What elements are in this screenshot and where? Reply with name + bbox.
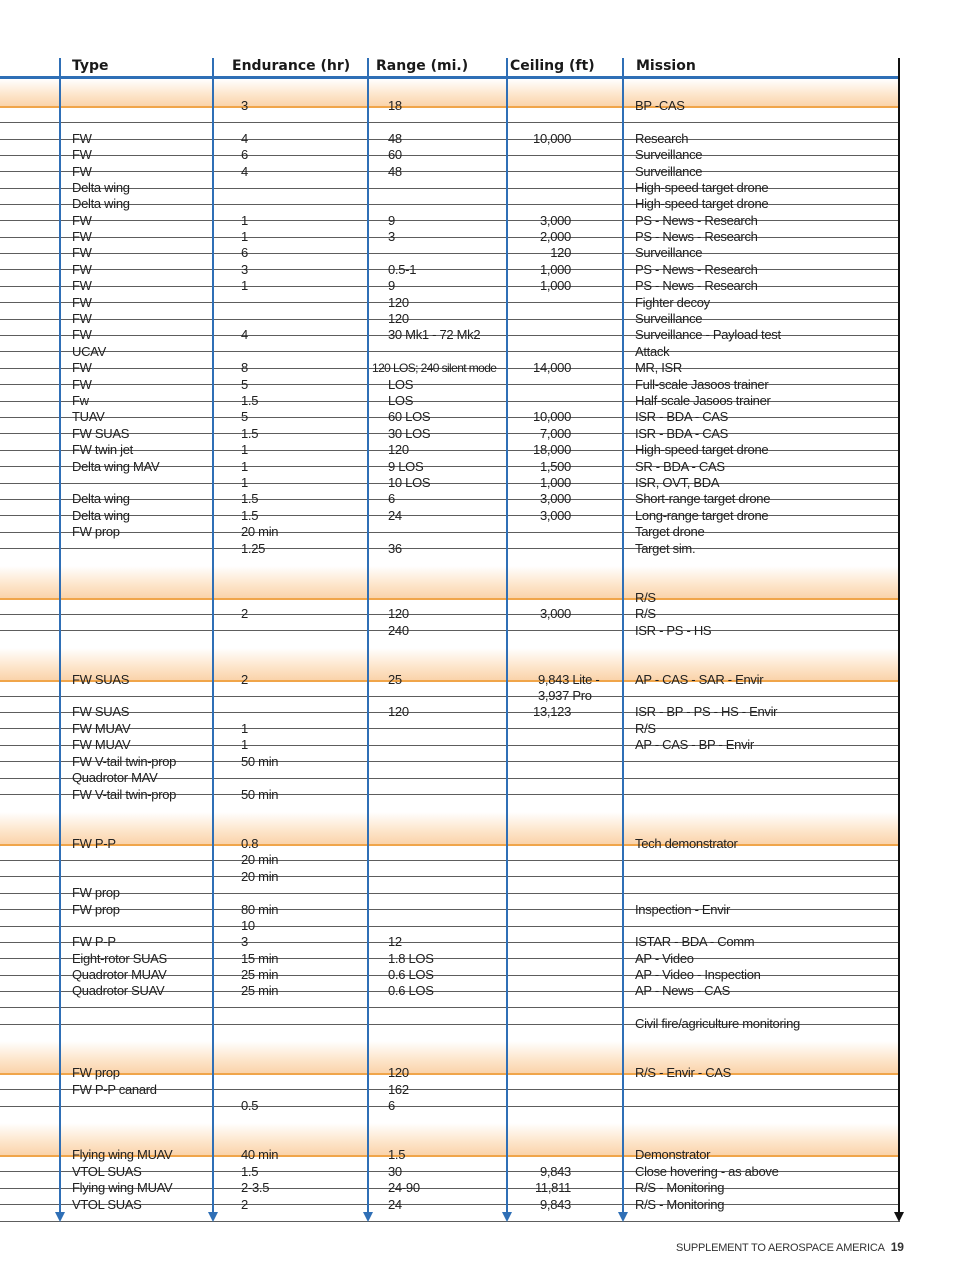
cell-range: 6 [388,491,395,506]
cell-type: FW SUAS [72,426,130,441]
cell-endurance: 40 min [241,1147,279,1162]
cell-mission: SR - BDA - CAS [635,459,725,474]
cell-ceiling: 13,123 [533,704,571,719]
cell-endurance: 1.5 [241,393,259,408]
row-rule [0,745,900,746]
cell-type: Eight-rotor SUAS [72,951,167,966]
cell-type: FW [72,295,92,310]
cell-endurance: 3 [241,262,248,277]
cell-mission: R/S [635,590,656,605]
row-rule [0,253,900,254]
cell-type: TUAV [72,409,105,424]
group-band [0,566,900,599]
cell-mission: AP - CAS - BP - Envir [635,737,754,752]
cell-endurance: 1 [241,721,248,736]
cell-type: FW prop [72,524,120,539]
row-rule [0,220,900,221]
cell-mission: Surveillance [635,147,703,162]
cell-endurance: 10 [241,918,255,933]
cell-range: 9 [388,278,395,293]
cell-mission: Surveillance - Payload test [635,327,781,342]
cell-mission: Long-range target drone [635,508,769,523]
cell-type: FW MUAV [72,721,131,736]
cell-type: VTOL SUAS [72,1197,142,1212]
group-band-rule [0,844,900,846]
cell-mission: Target drone [635,524,705,539]
cell-range: 9 LOS [388,459,424,474]
cell-ceiling: 10,000 [533,409,571,424]
group-band-rule [0,598,900,600]
cell-endurance: 1.5 [241,508,259,523]
column-header-ceiling: Ceiling (ft) [510,58,595,74]
cell-mission: R/S - Envir - CAS [635,1065,732,1080]
column-arrow [363,1212,373,1222]
cell-mission: Fighter decoy [635,295,710,310]
cell-mission: PS - News - Research [635,278,758,293]
cell-range: 240 [388,623,409,638]
cell-type: Quadrotor MUAV [72,967,167,982]
cell-range: 0.6 LOS [388,983,434,998]
row-rule [0,1007,900,1008]
cell-range: 120 [388,1065,409,1080]
cell-ceiling: 1,000 [539,278,571,293]
cell-ceiling: 9,843 Lite - [538,672,600,687]
cell-range: 6 [388,1098,395,1113]
row-rule [0,926,900,927]
cell-range: 30 [388,1164,402,1179]
table-right-arrow [894,1212,904,1222]
cell-range: LOS [388,377,414,392]
cell-endurance: 1 [241,229,248,244]
cell-type: FW V-tail twin-prop [72,787,177,802]
cell-endurance: 2 [241,606,248,621]
row-rule [0,1221,900,1222]
cell-type: FW [72,311,92,326]
cell-type: FW twin jet [72,442,133,457]
column-arrow [618,1212,628,1222]
row-rule [0,171,900,172]
column-rule [367,58,369,1212]
cell-endurance: 3 [241,934,248,949]
cell-range: 30 LOS [388,426,431,441]
cell-type: Quadrotor MAV [72,770,158,785]
cell-endurance: 1 [241,459,248,474]
cell-mission: ISR - BDA - CAS [635,426,729,441]
cell-endurance: 6 [241,245,248,260]
cell-mission: ISR - PS - HS [635,623,712,638]
cell-range: 162 [388,1082,409,1097]
row-rule [0,909,900,910]
cell-range: LOS [388,393,414,408]
cell-type: Fw [72,393,89,408]
cell-mission: R/S [635,606,656,621]
cell-endurance: 1 [241,475,248,490]
cell-mission: Close hovering - as above [635,1164,779,1179]
cell-endurance: 4 [241,327,248,342]
cell-mission: AP - CAS - SAR - Envir [635,672,764,687]
cell-ceiling: 14,000 [533,360,571,375]
cell-range: 24-90 [388,1180,420,1195]
cell-ceiling: 1,500 [539,459,571,474]
cell-endurance: 4 [241,164,248,179]
cell-ceiling: 3,000 [539,491,571,506]
cell-mission: ISR - BP - PS - HS - Envir [635,704,778,719]
cell-type: FW P-P canard [72,1082,157,1097]
cell-mission: AP - Video - Inspection [635,967,761,982]
cell-mission: High-speed target drone [635,180,769,195]
cell-type: FW [72,245,92,260]
cell-mission: Surveillance [635,245,703,260]
row-rule [0,139,900,140]
cell-mission: High-speed target drone [635,442,769,457]
cell-ceiling: 120 [550,245,571,260]
cell-endurance: 3 [241,98,248,113]
cell-range: 10 LOS [388,475,431,490]
cell-type: FW P-P [72,934,116,949]
cell-mission: BP -CAS [635,98,685,113]
cell-range: 3 [388,229,395,244]
cell-endurance: 1.5 [241,1164,259,1179]
row-rule [0,893,900,894]
footer-publication: SUPPLEMENT TO AEROSPACE AMERICA [676,1242,885,1254]
cell-mission: Inspection - Envir [635,902,731,917]
row-rule [0,122,900,123]
row-rule [0,417,900,418]
cell-type: FW [72,327,92,342]
cell-ceiling: 3,937 Pro [538,688,592,703]
column-arrow [502,1212,512,1222]
column-header-type: Type [72,58,109,74]
cell-mission: ISR - BDA - CAS [635,409,729,424]
column-arrow [208,1212,218,1222]
cell-ceiling: 3,000 [539,213,571,228]
cell-range: 25 [388,672,402,687]
cell-range: 1.5 [388,1147,406,1162]
cell-type: FW P-P [72,836,116,851]
cell-range: 24 [388,1197,402,1212]
table-right-rule [898,58,900,1212]
cell-endurance: 1.25 [241,541,266,556]
page-footer [676,1240,904,1254]
cell-ceiling: 2,000 [539,229,571,244]
cell-type: FW [72,278,92,293]
cell-type: FW V-tail twin-prop [72,754,177,769]
cell-mission: ISTAR - BDA - Comm [635,934,755,949]
group-band [0,812,900,845]
row-rule [0,302,900,303]
group-band [0,1041,900,1074]
cell-mission: Attack [635,344,670,359]
row-rule [0,269,900,270]
cell-type: UCAV [72,344,106,359]
cell-endurance: 1.5 [241,491,259,506]
cell-mission: High-speed target drone [635,196,769,211]
cell-endurance: 1 [241,278,248,293]
cell-mission: PS - News - Research [635,229,758,244]
cell-type: Quadrotor SUAV [72,983,165,998]
cell-endurance: 1 [241,737,248,752]
cell-range: 120 [388,311,409,326]
column-arrow [55,1212,65,1222]
cell-mission: AP - Video [635,951,694,966]
cell-type: FW [72,229,92,244]
cell-mission: Full-scale Jasoos trainer [635,377,769,392]
cell-ceiling: 18,000 [533,442,571,457]
cell-type: FW [72,131,92,146]
group-band-rule [0,106,900,108]
cell-endurance: 2 [241,672,248,687]
cell-range: 18 [388,98,402,113]
cell-type: Delta wing [72,508,130,523]
group-band-rule [0,680,900,682]
cell-mission: Short-range target drone [635,491,771,506]
cell-range: 1.8 LOS [388,951,434,966]
cell-mission: R/S - Monitoring [635,1180,725,1195]
cell-ceiling: 11,811 [534,1180,571,1195]
row-rule [0,351,900,352]
cell-endurance: 0.8 [241,836,259,851]
cell-range: 0.6 LOS [388,967,434,982]
row-rule [0,319,900,320]
cell-endurance: 2 [241,1197,248,1212]
cell-endurance: 50 min [241,787,279,802]
row-rule [0,433,900,434]
cell-mission: Surveillance [635,311,703,326]
cell-type: FW [72,164,92,179]
cell-range: 48 [388,164,402,179]
cell-range: 60 LOS [388,409,431,424]
cell-range: 120 [388,295,409,310]
cell-range: 12 [388,934,402,949]
row-rule [0,942,900,943]
cell-type: FW SUAS [72,704,130,719]
cell-ceiling: 3,000 [539,606,571,621]
row-rule [0,237,900,238]
cell-mission: PS - News - Research [635,213,758,228]
row-rule [0,860,900,861]
cell-mission: Demonstrator [635,1147,711,1162]
cell-type: FW prop [72,1065,120,1080]
cell-mission: AP - News - CAS [635,983,730,998]
row-rule [0,286,900,287]
row-rule [0,548,900,549]
cell-endurance: 4 [241,131,248,146]
cell-type: FW [72,147,92,162]
row-rule [0,630,900,631]
cell-range: 9 [388,213,395,228]
cell-range: 120 [388,704,409,719]
cell-mission: Civil fire/agriculture monitoring [635,1016,800,1031]
row-rule [0,696,900,697]
cell-type: FW [72,377,92,392]
cell-mission: ISR, OVT, BDA [635,475,720,490]
row-rule [0,614,900,615]
cell-endurance: 25 min [241,967,279,982]
cell-ceiling: 7,000 [539,426,571,441]
cell-endurance: 8 [241,360,248,375]
group-band [0,79,900,107]
cell-endurance: 6 [241,147,248,162]
cell-ceiling: 3,000 [539,508,571,523]
cell-ceiling: 9,843 [539,1164,571,1179]
column-header-mission: Mission [636,58,696,74]
cell-type: FW [72,213,92,228]
cell-endurance: 1 [241,213,248,228]
cell-type: Delta wing MAV [72,459,160,474]
row-rule [0,1106,900,1107]
cell-mission: Tech demonstrator [635,836,738,851]
header-rule [0,76,900,79]
cell-ceiling: 10,000 [533,131,571,146]
cell-type: FW [72,360,92,375]
cell-mission: Research [635,131,689,146]
cell-mission: Half-scale Jasoos trainer [635,393,771,408]
cell-mission: R/S [635,721,656,736]
row-rule [0,532,900,533]
cell-type: FW SUAS [72,672,130,687]
column-rule [59,58,61,1212]
cell-type: Delta wing [72,196,130,211]
cell-endurance: 20 min [241,869,279,884]
cell-endurance: 80 min [241,902,279,917]
cell-range: 30 Mk1 - 72 Mk2 [388,327,481,342]
cell-type: Flying wing MUAV [72,1180,173,1195]
cell-mission: PS - News - Research [635,262,758,277]
cell-endurance: 25 min [241,983,279,998]
cell-ceiling: 9,843 [539,1197,571,1212]
cell-endurance: 50 min [241,754,279,769]
cell-endurance: 20 min [241,524,279,539]
cell-type: FW MUAV [72,737,131,752]
cell-range: 60 [388,147,402,162]
cell-type: VTOL SUAS [72,1164,142,1179]
cell-endurance: 0.5 [241,1098,259,1113]
cell-type: Delta wing [72,180,130,195]
column-header-range: Range (mi.) [376,58,469,74]
cell-range: 120 [388,442,409,457]
cell-endurance: 5 [241,409,248,424]
row-rule [0,483,900,484]
cell-type: Flying wing MUAV [72,1147,173,1162]
row-rule [0,728,900,729]
cell-mission: Target sim. [635,541,696,556]
cell-range: 24 [388,508,402,523]
column-rule [622,58,624,1212]
row-rule [0,155,900,156]
cell-type: Delta wing [72,491,130,506]
cell-ceiling: 1,000 [539,262,571,277]
cell-range: 120 LOS; 240 silent mode [372,361,497,375]
cell-endurance: 1.5 [241,426,259,441]
cell-endurance: 20 min [241,852,279,867]
cell-range: 36 [388,541,402,556]
group-band-rule [0,1073,900,1075]
column-rule [212,58,214,1212]
cell-type: FW [72,262,92,277]
cell-type: FW prop [72,902,120,917]
cell-endurance: 5 [241,377,248,392]
cell-mission: R/S - Monitoring [635,1197,725,1212]
cell-ceiling: 1,000 [539,475,571,490]
cell-range: 120 [388,606,409,621]
column-header-endurance: Endurance (hr) [232,58,351,74]
cell-endurance: 15 min [241,951,279,966]
page-number: 19 [890,1240,904,1254]
group-band [0,648,900,681]
cell-mission: Surveillance [635,164,703,179]
row-rule [0,876,900,877]
cell-type: FW prop [72,885,120,900]
cell-range: 0.5-1 [388,262,417,277]
cell-mission: MR, ISR [635,360,683,375]
cell-endurance: 1 [241,442,248,457]
cell-endurance: 2-3.5 [241,1180,270,1195]
cell-range: 48 [388,131,402,146]
